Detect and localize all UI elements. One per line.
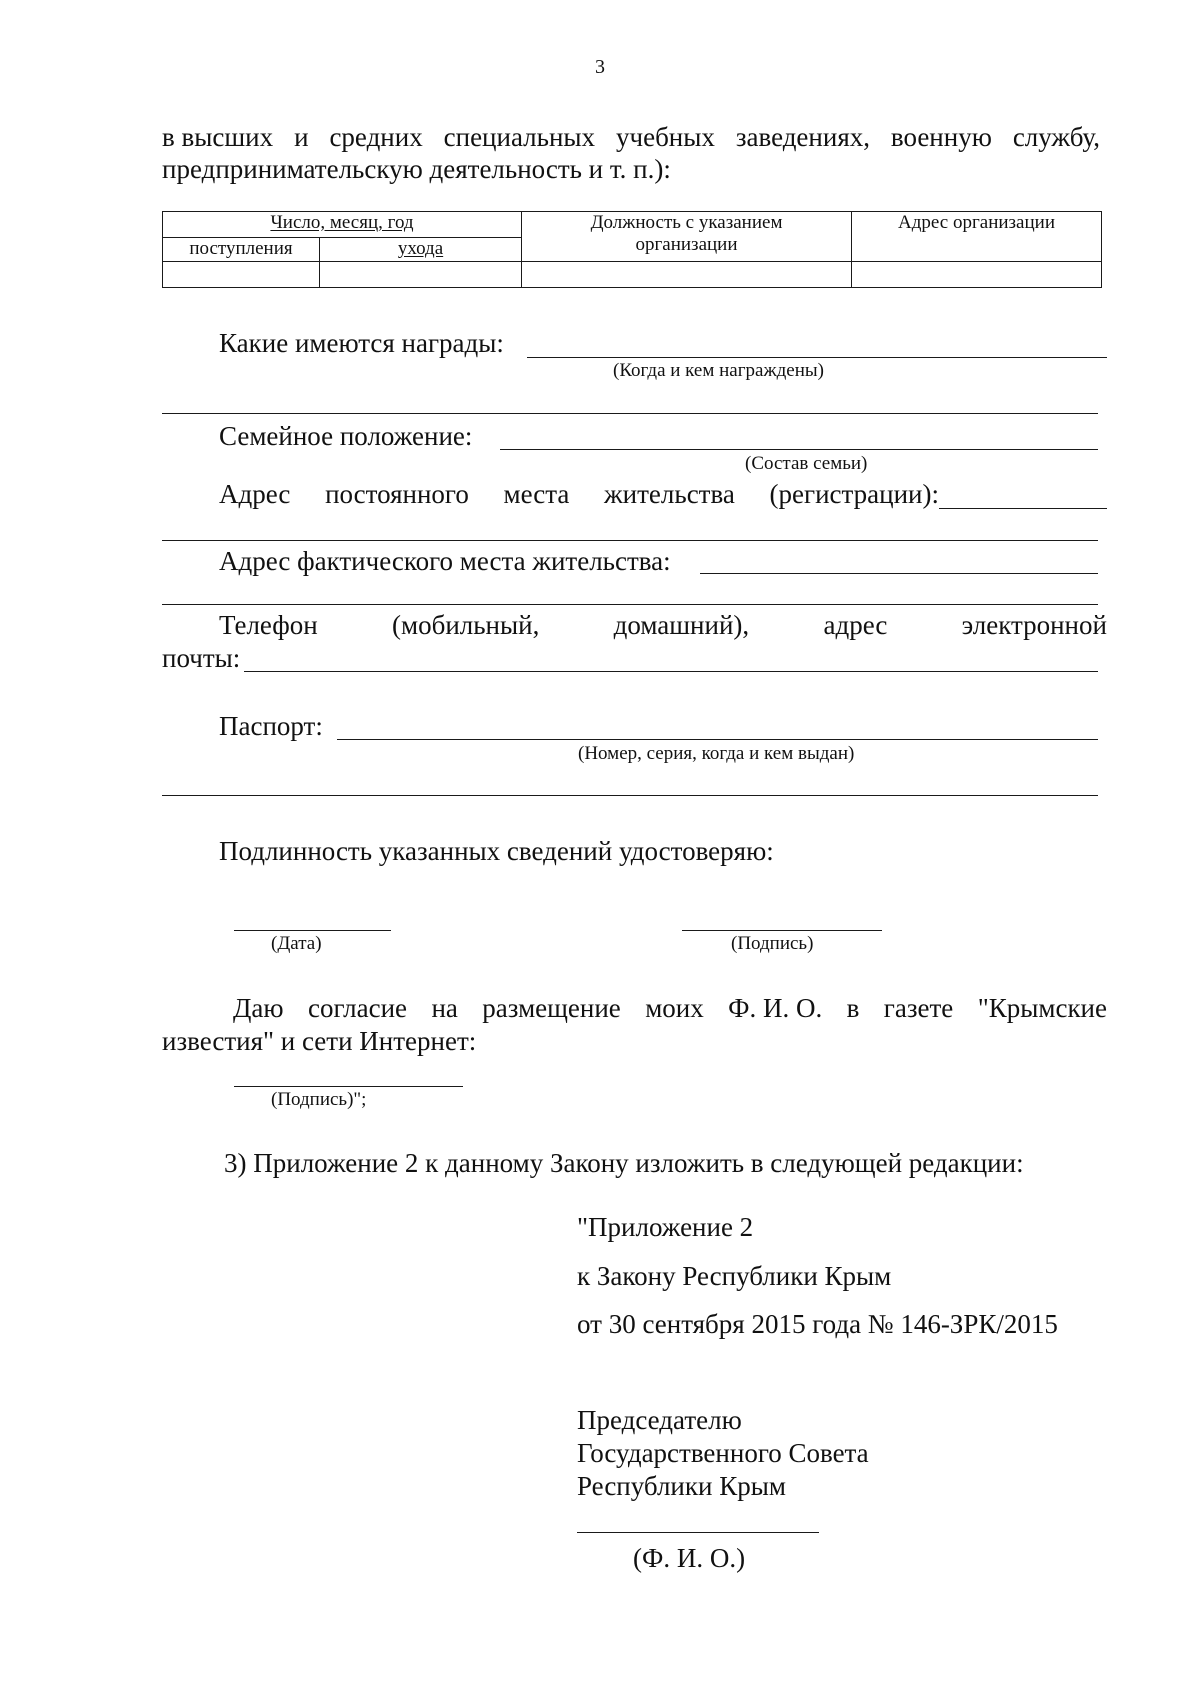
table-cell-address[interactable] <box>852 262 1102 288</box>
phone-word: Телефон <box>219 610 318 640</box>
awards-field-line-2[interactable] <box>162 413 1098 414</box>
awards-field-line[interactable] <box>527 357 1107 358</box>
intro-line-2: предпринимательскую деятельность и т. п.): <box>162 154 671 184</box>
consent-signature-hint: (Подпись)"; <box>271 1089 367 1110</box>
consent-word: моих <box>645 993 704 1023</box>
intro-word: и <box>294 122 309 152</box>
consent-signature-line[interactable] <box>234 1086 463 1087</box>
email-label: почты: <box>162 643 241 673</box>
permanent-address-label <box>219 478 939 510</box>
admission-header: поступления <box>189 238 293 259</box>
appendix-line-2: к Закону Республики Крым <box>577 1261 892 1291</box>
leaving-header-cell <box>320 238 522 262</box>
permanent-address-word: (регистрации): <box>769 479 939 509</box>
family-field-line[interactable] <box>500 449 1098 450</box>
address-header: Адрес организации <box>898 212 1055 233</box>
certify-text: Подлинность указанных сведений удостоверяю: <box>219 836 774 866</box>
signature-field-line[interactable] <box>682 930 882 931</box>
phone-label <box>219 609 1107 641</box>
consent-line-2: известия" и сети Интернет: <box>162 1026 477 1056</box>
table-cell-leaving[interactable] <box>320 262 522 288</box>
permanent-address-word: Адрес <box>219 479 291 509</box>
consent-word: Ф. И. О. <box>728 993 823 1023</box>
permanent-address-field-line-2[interactable] <box>162 540 1098 541</box>
table-cell-position[interactable] <box>522 262 852 288</box>
intro-word: учебных <box>616 122 715 152</box>
date-header-cell <box>163 212 522 238</box>
position-header-line-2: организации <box>635 234 738 255</box>
signature-hint: (Подпись) <box>731 933 814 954</box>
addressee-name-line[interactable] <box>577 1532 819 1533</box>
appendix-line-1: "Приложение 2 <box>577 1212 754 1242</box>
address-header-cell <box>852 212 1102 262</box>
phone-word: (мобильный, <box>392 610 540 640</box>
leaving-header: ухода <box>397 238 444 259</box>
phone-word: адрес <box>823 610 888 640</box>
table-row <box>163 262 1102 288</box>
position-header-line-1: Должность с указанием <box>590 212 783 233</box>
consent-word: размещение <box>482 993 621 1023</box>
phone-email-field-line[interactable] <box>244 671 1098 672</box>
consent-word: Даю <box>233 993 284 1023</box>
intro-word: военную <box>890 122 992 152</box>
family-hint: (Состав семьи) <box>745 453 868 474</box>
admission-header-cell <box>163 238 320 262</box>
consent-word: в <box>846 993 860 1023</box>
appendix-line-3: от 30 сентября 2015 года № 146-ЗРК/2015 <box>577 1309 1058 1339</box>
addressee-line-2: Государственного Совета <box>577 1438 869 1468</box>
consent-word: газете <box>883 993 954 1023</box>
passport-field-line[interactable] <box>337 739 1098 740</box>
position-header-cell <box>522 212 852 262</box>
intro-word: средних <box>329 122 423 152</box>
addressee-line-1: Председателю <box>577 1405 742 1435</box>
intro-word: заведениях, <box>735 122 870 152</box>
intro-word: службу, <box>1012 122 1100 152</box>
passport-hint: (Номер, серия, когда и кем выдан) <box>578 743 855 764</box>
passport-label: Паспорт: <box>219 711 323 741</box>
actual-address-label: Адрес фактического места жительства: <box>219 546 671 576</box>
date-field-line[interactable] <box>234 930 391 931</box>
phone-word: электронной <box>961 610 1107 640</box>
actual-address-field-line[interactable] <box>700 573 1098 574</box>
employment-table <box>162 211 1102 288</box>
date-hint: (Дата) <box>271 933 322 954</box>
permanent-address-word: постоянного <box>325 479 469 509</box>
permanent-address-field-line[interactable] <box>939 508 1107 509</box>
table-cell-admission[interactable] <box>163 262 320 288</box>
consent-word: "Крымские <box>977 993 1107 1023</box>
permanent-address-word: места <box>503 479 570 509</box>
awards-label: Какие имеются награды: <box>219 328 504 358</box>
actual-address-field-line-2[interactable] <box>162 604 1098 605</box>
addressee-name-hint: (Ф. И. О.) <box>633 1543 746 1573</box>
amendment-text: 3) Приложение 2 к данному Закону изложить в следующей редакции: <box>224 1148 1024 1178</box>
page-number: 3 <box>595 56 605 78</box>
consent-word: согласие <box>307 993 408 1023</box>
intro-word: в высших <box>162 122 274 152</box>
phone-word: домашний), <box>613 610 750 640</box>
family-label: Семейное положение: <box>219 421 473 451</box>
permanent-address-word: жительства <box>604 479 735 509</box>
consent-word: на <box>431 993 458 1023</box>
passport-field-line-2[interactable] <box>162 795 1098 796</box>
addressee-line-3: Республики Крым <box>577 1471 786 1501</box>
intro-line-1 <box>162 121 1100 153</box>
awards-hint: (Когда и кем награждены) <box>613 360 824 381</box>
date-header: Число, месяц, год <box>270 212 414 233</box>
intro-word: специальных <box>443 122 596 152</box>
consent-line-1 <box>233 992 1107 1024</box>
